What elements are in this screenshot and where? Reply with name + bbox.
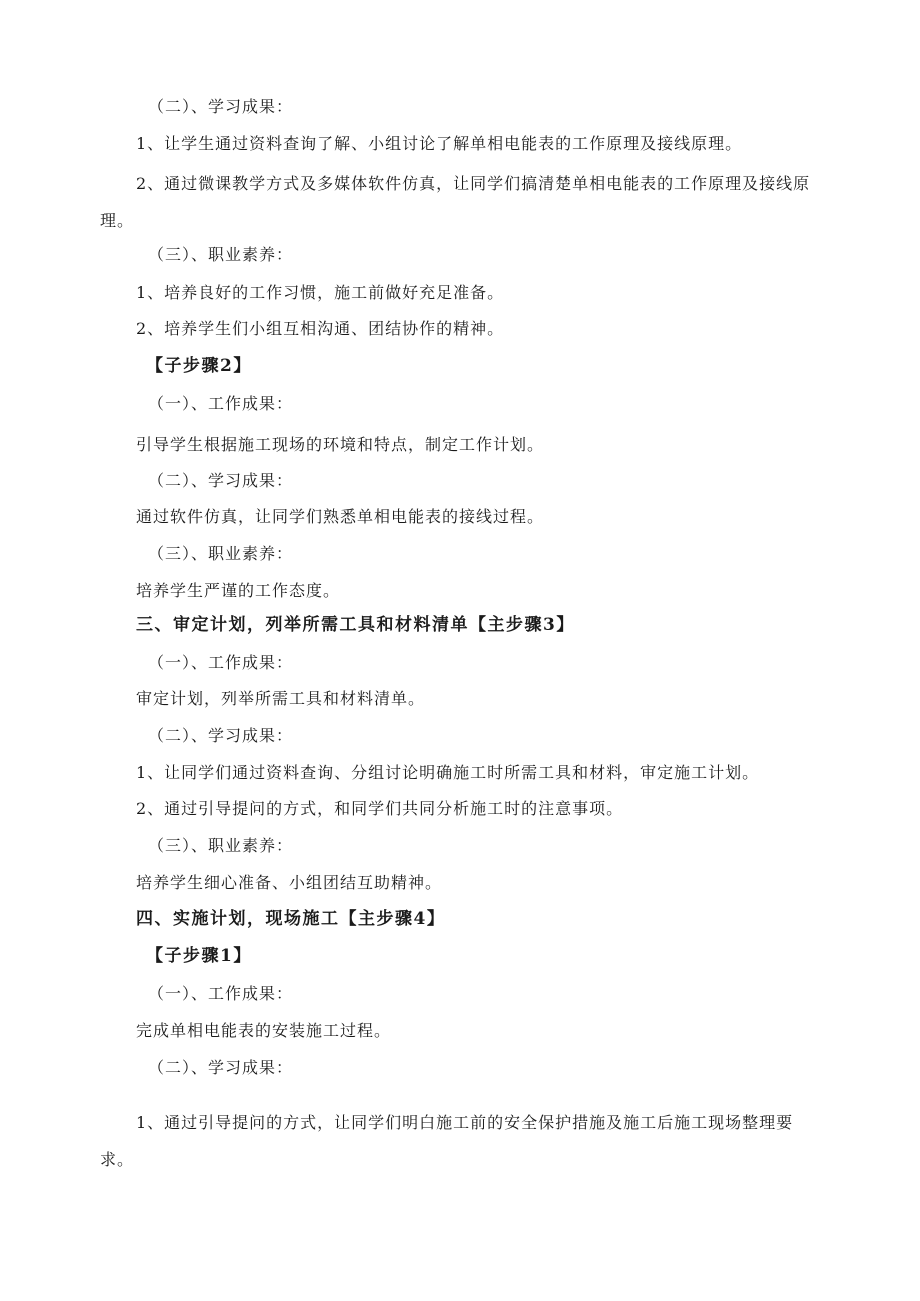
- subsection-heading: （三）、职业素养：: [148, 245, 294, 264]
- paragraph: 完成单相电能表的安装施工过程。: [136, 1021, 392, 1040]
- paragraph: 培养学生严谨的工作态度。: [136, 581, 341, 600]
- step-heading: 【子步骤1】: [146, 946, 252, 966]
- paragraph: 1、让学生通过资料查询了解、小组讨论了解单相电能表的工作原理及接线原理。: [136, 134, 743, 153]
- paragraph: 1、通过引导提问的方式，让同学们明白施工前的安全保护措施及施工后施工现场整理要求。: [100, 1113, 794, 1169]
- subsection-heading: （二）、学习成果：: [148, 97, 294, 116]
- section-heading: 三、审定计划，列举所需工具和材料清单【主步骤3】: [136, 615, 575, 635]
- subsection-heading: （二）、学习成果：: [148, 1058, 294, 1077]
- step-heading: 【子步骤2】: [146, 356, 252, 376]
- paragraph: 2、通过微课教学方式及多媒体软件仿真，让同学们搞清楚单相电能表的工作原理及接线原理。: [100, 174, 811, 230]
- paragraph: 培养学生细心准备、小组团结互助精神。: [136, 873, 443, 892]
- subsection-heading: （二）、学习成果：: [148, 726, 294, 745]
- paragraph: 引导学生根据施工现场的环境和特点，制定工作计划。: [136, 435, 545, 454]
- subsection-heading: （一）、工作成果：: [148, 984, 294, 1003]
- section-heading: 四、实施计划，现场施工【主步骤4】: [136, 909, 446, 929]
- paragraph: 1、培养良好的工作习惯，施工前做好充足准备。: [136, 283, 505, 302]
- subsection-heading: （一）、工作成果：: [148, 653, 294, 672]
- paragraph: 审定计划，列举所需工具和材料清单。: [136, 689, 426, 708]
- paragraph: 2、通过引导提问的方式，和同学们共同分析施工时的注意事项。: [136, 799, 624, 818]
- paragraph: 1、让同学们通过资料查询、分组讨论明确施工时所需工具和材料，审定施工计划。: [136, 763, 760, 782]
- subsection-heading: （二）、学习成果：: [148, 471, 294, 490]
- paragraph: 2、培养学生们小组互相沟通、团结协作的精神。: [136, 319, 505, 338]
- subsection-heading: （三）、职业素养：: [148, 544, 294, 563]
- paragraph: 通过软件仿真，让同学们熟悉单相电能表的接线过程。: [136, 507, 545, 526]
- subsection-heading: （一）、工作成果：: [148, 394, 294, 413]
- subsection-heading: （三）、职业素养：: [148, 836, 294, 855]
